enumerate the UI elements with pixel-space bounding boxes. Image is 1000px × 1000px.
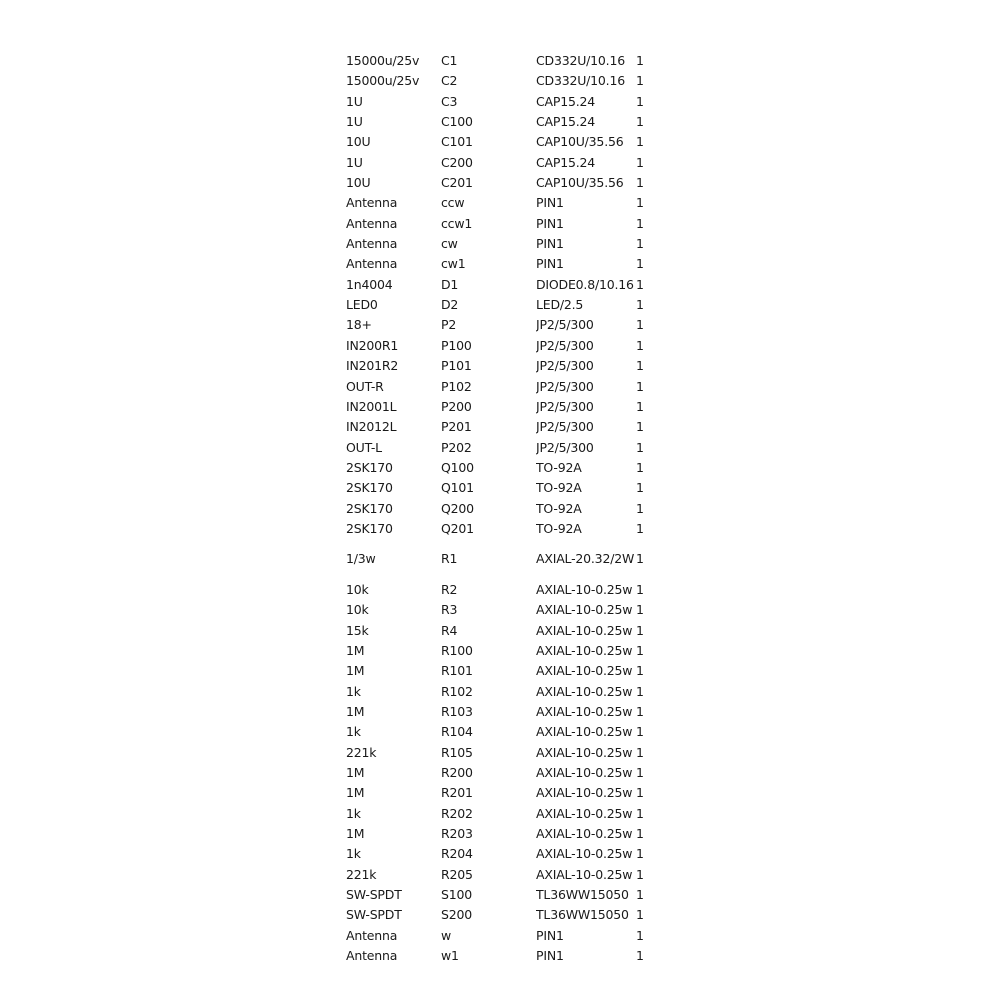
bill-of-materials-table — [346, 51, 650, 966]
designator-cell: R204 — [441, 846, 473, 862]
table-row — [346, 763, 650, 783]
bom-table-body — [346, 51, 650, 966]
footprint-cell: JP2/5/300 — [536, 398, 594, 414]
component-value-cell: OUT-L — [346, 439, 382, 455]
component-value-cell: Antenna — [346, 215, 398, 231]
component-value-cell: 10U — [346, 134, 371, 150]
table-row — [346, 234, 650, 254]
table-row — [346, 295, 650, 315]
quantity-cell: 1 — [636, 704, 644, 719]
table-row — [346, 722, 650, 742]
designator-cell: ccw1 — [441, 215, 473, 231]
designator-cell: R105 — [441, 744, 473, 760]
table-row — [346, 275, 650, 295]
designator-cell: P101 — [441, 358, 472, 374]
designator-cell: P200 — [441, 398, 472, 414]
footprint-cell: PIN1 — [536, 927, 564, 943]
component-value-cell: 10U — [346, 175, 371, 191]
designator-cell: Q201 — [441, 520, 474, 536]
quantity-cell: 1 — [636, 948, 644, 964]
quantity-cell: 1 — [636, 520, 644, 536]
component-value-cell: Antenna — [346, 256, 398, 272]
quantity-cell: 1 — [636, 663, 644, 679]
quantity-cell: 1 — [636, 480, 644, 496]
component-value-cell: 2SK170 — [346, 500, 393, 516]
footprint-cell: JP2/5/300 — [536, 337, 594, 353]
footprint-cell: CAP10U/35.56 — [536, 175, 624, 191]
table-row — [346, 153, 650, 173]
footprint-cell: AXIAL-10-0.25w — [536, 765, 633, 781]
footprint-cell: AXIAL-10-0.25w — [536, 663, 633, 679]
table-row — [346, 905, 650, 925]
footprint-cell: TL36WW15050 — [536, 907, 629, 923]
footprint-cell: LED/2.5 — [536, 297, 584, 313]
footprint-cell: JP2/5/300 — [536, 358, 594, 374]
quantity-cell: 1 — [636, 826, 644, 842]
component-value-cell: 10k — [346, 602, 369, 618]
designator-cell: R102 — [441, 683, 473, 699]
designator-cell: S100 — [441, 887, 472, 903]
footprint-cell: AXIAL-10-0.25w — [536, 704, 633, 719]
table-row — [346, 844, 650, 864]
quantity-cell: 1 — [636, 256, 644, 272]
quantity-cell: 1 — [636, 73, 644, 89]
table-row — [346, 397, 650, 417]
table-row — [346, 600, 650, 620]
designator-cell: P100 — [441, 337, 472, 353]
designator-cell: P201 — [441, 419, 472, 435]
table-row — [346, 132, 650, 152]
table-row — [346, 377, 650, 397]
designator-cell: R205 — [441, 866, 473, 882]
table-row — [346, 946, 650, 966]
quantity-cell: 1 — [636, 907, 644, 923]
footprint-cell: TO-92A — [536, 480, 582, 496]
designator-cell: ccw — [441, 195, 465, 211]
footprint-cell: CD332U/10.16 — [536, 53, 625, 68]
component-value-cell: SW-SPDT — [346, 887, 402, 903]
quantity-cell: 1 — [636, 805, 644, 821]
table-row — [346, 315, 650, 335]
footprint-cell: AXIAL-10-0.25w — [536, 724, 633, 740]
footprint-cell: CAP15.24 — [536, 93, 596, 109]
quantity-cell: 1 — [636, 622, 644, 638]
designator-cell: P102 — [441, 378, 472, 394]
component-value-cell: 10k — [346, 581, 369, 597]
table-row — [346, 51, 650, 71]
table-row — [346, 356, 650, 376]
quantity-cell: 1 — [636, 337, 644, 353]
designator-cell: R202 — [441, 805, 473, 821]
component-value-cell: 221k — [346, 866, 377, 882]
footprint-cell: CD332U/10.16 — [536, 73, 625, 89]
designator-cell: C101 — [441, 134, 473, 150]
component-value-cell: 18+ — [346, 317, 372, 333]
component-value-cell: 1U — [346, 93, 363, 109]
quantity-cell: 1 — [636, 419, 644, 435]
quantity-cell: 1 — [636, 846, 644, 862]
footprint-cell: AXIAL-10-0.25w — [536, 785, 633, 801]
component-value-cell: 1/3w — [346, 551, 376, 567]
component-value-cell: 2SK170 — [346, 459, 393, 475]
footprint-cell: JP2/5/300 — [536, 439, 594, 455]
footprint-cell: PIN1 — [536, 948, 564, 964]
quantity-cell: 1 — [636, 276, 644, 292]
component-value-cell: 1k — [346, 683, 361, 699]
footprint-cell: AXIAL-10-0.25w — [536, 744, 633, 760]
component-value-cell: 15000u/25v — [346, 73, 420, 89]
component-value-cell: 1U — [346, 114, 363, 130]
footprint-cell: AXIAL-10-0.25w — [536, 683, 633, 699]
table-row — [346, 499, 650, 519]
table-row — [346, 71, 650, 91]
designator-cell: R104 — [441, 724, 473, 740]
quantity-cell: 1 — [636, 785, 644, 801]
designator-cell: R201 — [441, 785, 473, 801]
table-row — [346, 641, 650, 661]
component-value-cell: 15000u/25v — [346, 53, 420, 68]
designator-cell: P2 — [441, 317, 457, 333]
table-row — [346, 478, 650, 498]
designator-cell: R100 — [441, 642, 473, 658]
designator-cell: D2 — [441, 297, 459, 313]
designator-cell: C100 — [441, 114, 473, 130]
table-row — [346, 621, 650, 641]
footprint-cell: JP2/5/300 — [536, 419, 594, 435]
designator-cell: Q100 — [441, 459, 474, 475]
component-value-cell: IN201R2 — [346, 358, 399, 374]
designator-cell: P202 — [441, 439, 472, 455]
quantity-cell: 1 — [636, 724, 644, 740]
footprint-cell: TO-92A — [536, 500, 582, 516]
footprint-cell: AXIAL-20.32/2W — [536, 551, 635, 567]
designator-cell: Q101 — [441, 480, 474, 496]
component-value-cell: 2SK170 — [346, 480, 393, 496]
table-row — [346, 682, 650, 702]
table-row — [346, 702, 650, 722]
footprint-cell: AXIAL-10-0.25w — [536, 602, 633, 618]
table-row — [346, 804, 650, 824]
table-row — [346, 580, 650, 600]
footprint-cell: TO-92A — [536, 459, 582, 475]
footprint-cell: AXIAL-10-0.25w — [536, 581, 633, 597]
footprint-cell: JP2/5/300 — [536, 378, 594, 394]
component-value-cell: 1U — [346, 154, 363, 170]
table-row — [346, 926, 650, 946]
designator-cell: R4 — [441, 622, 458, 638]
designator-cell: S200 — [441, 907, 472, 923]
component-value-cell: 1M — [346, 826, 365, 842]
footprint-cell: AXIAL-10-0.25w — [536, 642, 633, 658]
footprint-cell: CAP15.24 — [536, 114, 596, 130]
footprint-cell: TO-92A — [536, 520, 582, 536]
component-value-cell: Antenna — [346, 195, 398, 211]
footprint-cell: AXIAL-10-0.25w — [536, 846, 633, 862]
quantity-cell: 1 — [636, 459, 644, 475]
quantity-cell: 1 — [636, 297, 644, 313]
quantity-cell: 1 — [636, 317, 644, 333]
component-value-cell: 1M — [346, 785, 365, 801]
table-row — [346, 743, 650, 763]
quantity-cell: 1 — [636, 53, 644, 68]
designator-cell: C1 — [441, 53, 458, 68]
quantity-cell: 1 — [636, 683, 644, 699]
table-row — [346, 112, 650, 132]
component-value-cell: Antenna — [346, 236, 398, 252]
designator-cell: cw — [441, 236, 458, 252]
designator-cell: C2 — [441, 73, 458, 89]
designator-cell: cw1 — [441, 256, 466, 272]
designator-cell: R200 — [441, 765, 473, 781]
quantity-cell: 1 — [636, 927, 644, 943]
component-value-cell: 1M — [346, 765, 365, 781]
quantity-cell: 1 — [636, 215, 644, 231]
footprint-cell: AXIAL-10-0.25w — [536, 805, 633, 821]
quantity-cell: 1 — [636, 439, 644, 455]
quantity-cell: 1 — [636, 175, 644, 191]
quantity-cell: 1 — [636, 866, 644, 882]
footprint-cell: DIODE0.8/10.16 — [536, 276, 634, 292]
table-row — [346, 254, 650, 274]
designator-cell: R3 — [441, 602, 458, 618]
footprint-cell: AXIAL-10-0.25w — [536, 622, 633, 638]
designator-cell: w1 — [441, 948, 459, 964]
footprint-cell: AXIAL-10-0.25w — [536, 866, 633, 882]
component-value-cell: 1M — [346, 704, 365, 719]
component-value-cell: SW-SPDT — [346, 907, 402, 923]
designator-cell: C200 — [441, 154, 473, 170]
quantity-cell: 1 — [636, 500, 644, 516]
table-row — [346, 438, 650, 458]
quantity-cell: 1 — [636, 378, 644, 394]
component-value-cell: IN2001L — [346, 398, 397, 414]
quantity-cell: 1 — [636, 236, 644, 252]
footprint-cell: PIN1 — [536, 195, 564, 211]
component-value-cell: 1M — [346, 663, 365, 679]
component-value-cell: 1k — [346, 805, 361, 821]
table-row — [346, 885, 650, 905]
table-row — [346, 336, 650, 356]
component-value-cell: 1k — [346, 846, 361, 862]
component-value-cell: IN200R1 — [346, 337, 399, 353]
designator-cell: R103 — [441, 704, 473, 719]
component-value-cell: 1M — [346, 642, 365, 658]
table-row — [346, 92, 650, 112]
footprint-cell: TL36WW15050 — [536, 887, 629, 903]
quantity-cell: 1 — [636, 551, 644, 567]
designator-cell: w — [441, 927, 452, 943]
footprint-cell: CAP10U/35.56 — [536, 134, 624, 150]
footprint-cell: JP2/5/300 — [536, 317, 594, 333]
designator-cell: R101 — [441, 663, 473, 679]
table-row — [346, 214, 650, 234]
quantity-cell: 1 — [636, 134, 644, 150]
table-row — [346, 173, 650, 193]
footprint-cell: AXIAL-10-0.25w — [536, 826, 633, 842]
designator-cell: Q200 — [441, 500, 474, 516]
table-row — [346, 417, 650, 437]
quantity-cell: 1 — [636, 195, 644, 211]
table-row — [346, 458, 650, 478]
component-value-cell: Antenna — [346, 927, 398, 943]
component-value-cell: Antenna — [346, 948, 398, 964]
component-value-cell: IN2012L — [346, 419, 397, 435]
quantity-cell: 1 — [636, 114, 644, 130]
table-row — [346, 824, 650, 844]
table-row — [346, 519, 650, 539]
footprint-cell: PIN1 — [536, 236, 564, 252]
component-value-cell: 1n4004 — [346, 276, 393, 292]
table-row — [346, 783, 650, 803]
component-value-cell: 1k — [346, 724, 361, 740]
quantity-cell: 1 — [636, 602, 644, 618]
designator-cell: C3 — [441, 93, 458, 109]
designator-cell: R203 — [441, 826, 473, 842]
designator-cell: R1 — [441, 551, 458, 567]
footprint-cell: PIN1 — [536, 215, 564, 231]
component-value-cell: 221k — [346, 744, 377, 760]
component-value-cell: 2SK170 — [346, 520, 393, 536]
table-row — [346, 865, 650, 885]
designator-cell: D1 — [441, 276, 459, 292]
quantity-cell: 1 — [636, 765, 644, 781]
component-value-cell: LED0 — [346, 297, 378, 313]
designator-cell: R2 — [441, 581, 458, 597]
component-value-cell: OUT-R — [346, 378, 384, 394]
quantity-cell: 1 — [636, 358, 644, 374]
quantity-cell: 1 — [636, 581, 644, 597]
quantity-cell: 1 — [636, 398, 644, 414]
quantity-cell: 1 — [636, 93, 644, 109]
footprint-cell: PIN1 — [536, 256, 564, 272]
quantity-cell: 1 — [636, 887, 644, 903]
quantity-cell: 1 — [636, 642, 644, 658]
table-row — [346, 193, 650, 213]
quantity-cell: 1 — [636, 744, 644, 760]
table-row — [346, 539, 650, 580]
designator-cell: C201 — [441, 175, 473, 191]
quantity-cell: 1 — [636, 154, 644, 170]
footprint-cell: CAP15.24 — [536, 154, 596, 170]
table-row — [346, 661, 650, 681]
component-value-cell: 15k — [346, 622, 369, 638]
